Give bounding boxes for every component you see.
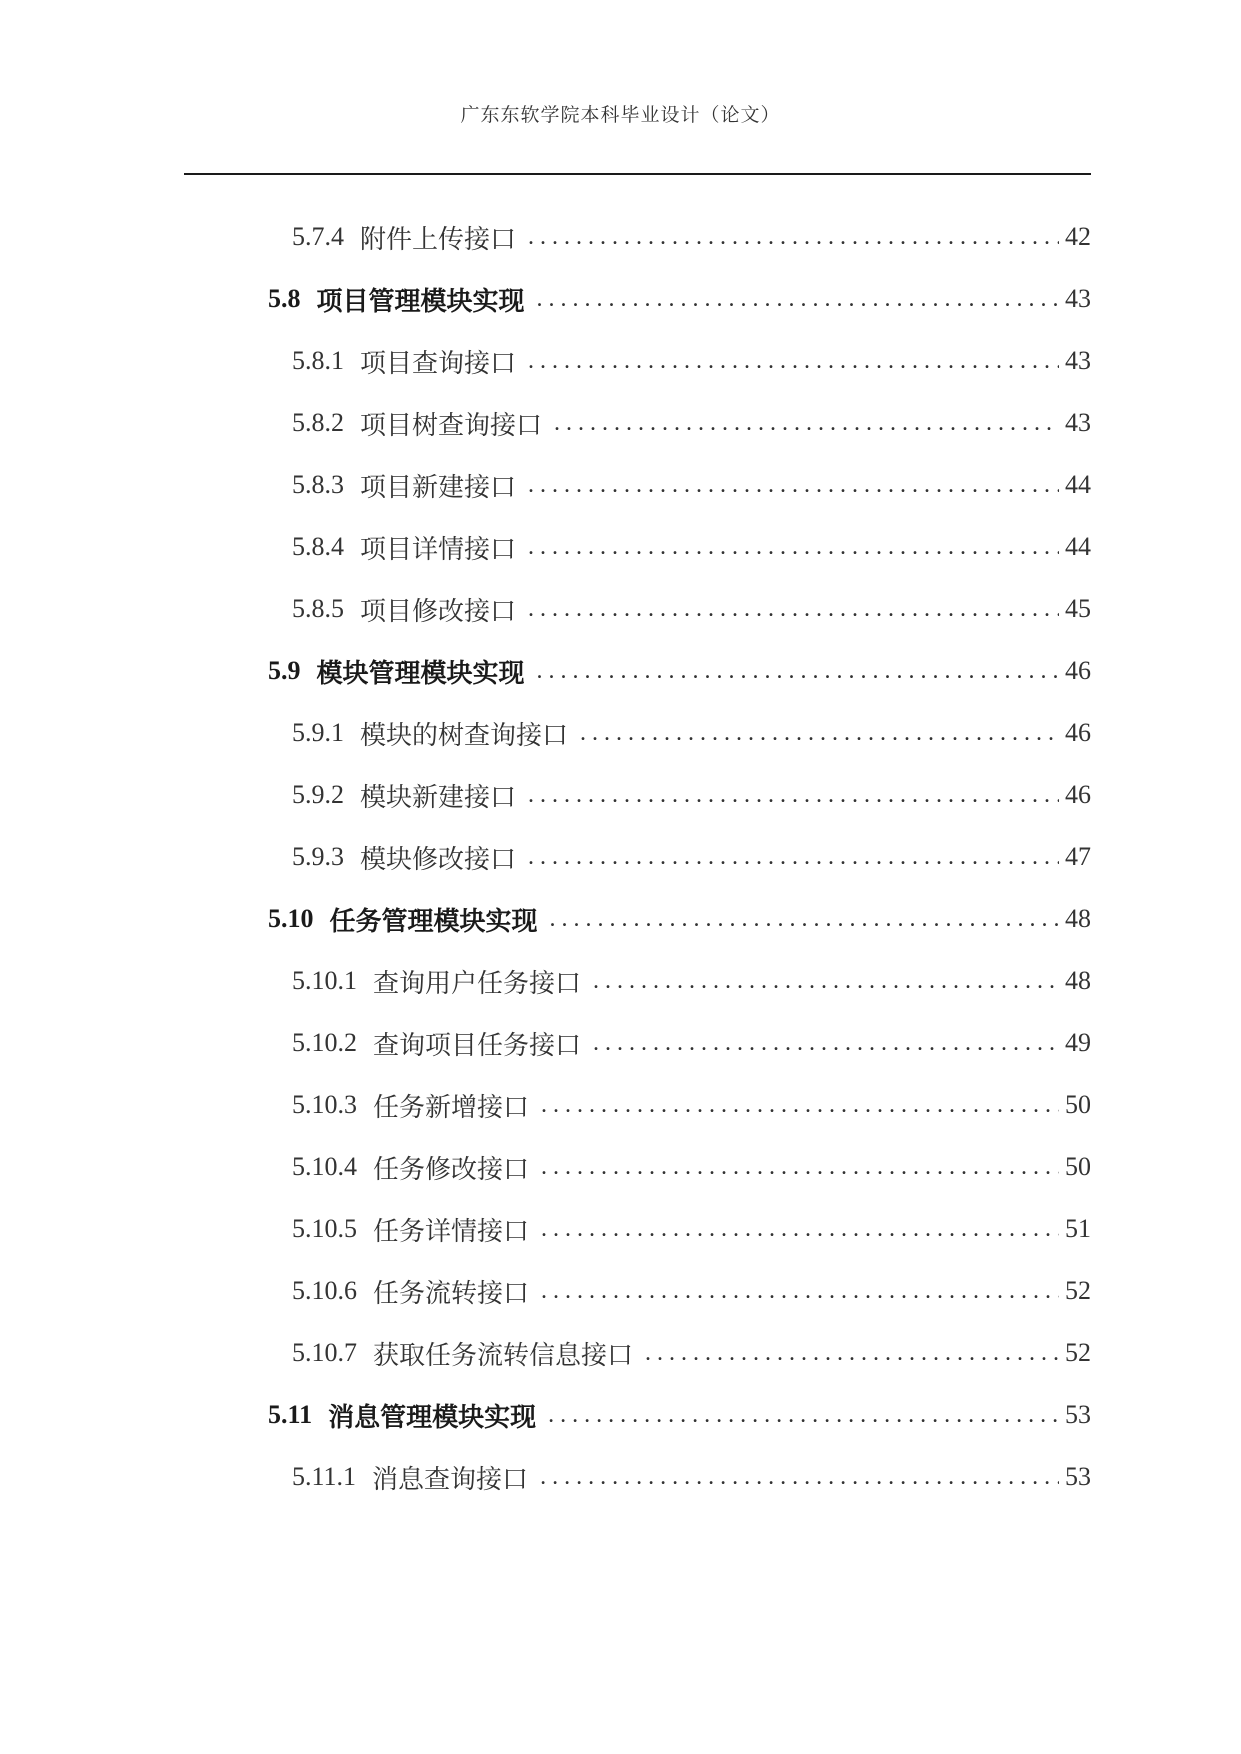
toc-entry-number: 5.10.2 <box>292 1028 357 1057</box>
toc-entry[interactable] <box>292 1209 1091 1249</box>
toc-entry-number: 5.10.6 <box>292 1276 357 1305</box>
toc-entry[interactable] <box>268 899 1091 939</box>
toc-entry[interactable] <box>292 713 1091 753</box>
toc-entry-number: 5.11 <box>268 1400 313 1429</box>
toc-entry-page: 53 <box>1065 1462 1091 1491</box>
toc-dot-leader <box>548 1402 1059 1429</box>
toc-entry[interactable] <box>268 279 1091 319</box>
toc-entry-title: 任务新增接口 <box>373 1092 530 1122</box>
toc-dot-leader <box>554 410 1059 437</box>
toc-entry-title: 项目修改接口 <box>360 596 517 626</box>
toc-dot-leader <box>580 720 1059 747</box>
toc-entry-number: 5.9.1 <box>292 718 344 747</box>
toc-entry-page: 43 <box>1065 346 1091 375</box>
toc-entry[interactable] <box>292 1147 1091 1187</box>
header-rule <box>184 173 1091 175</box>
toc-entry-number: 5.10.5 <box>292 1214 357 1243</box>
toc-entry-page: 46 <box>1065 656 1091 685</box>
toc-entry[interactable] <box>292 1271 1091 1311</box>
toc-entry-page: 51 <box>1065 1214 1091 1243</box>
toc-entry[interactable] <box>292 1085 1091 1125</box>
toc-entry-number: 5.8.3 <box>292 470 344 499</box>
toc-dot-leader <box>541 1278 1059 1305</box>
toc-entry-page: 45 <box>1065 594 1091 623</box>
toc-dot-leader <box>528 348 1059 375</box>
toc-entry-page: 46 <box>1065 780 1091 809</box>
toc-entry-number: 5.8 <box>268 284 301 313</box>
toc-entry-page: 48 <box>1065 966 1091 995</box>
toc-entry-number: 5.8.1 <box>292 346 344 375</box>
toc-entry-title: 项目详情接口 <box>360 534 517 564</box>
toc-entry-title: 项目树查询接口 <box>360 410 543 440</box>
toc-dot-leader <box>541 1216 1059 1243</box>
toc-dot-leader <box>541 1092 1059 1119</box>
toc-dot-leader <box>537 286 1059 313</box>
toc-entry-page: 50 <box>1065 1152 1091 1181</box>
toc-entry-number: 5.10.4 <box>292 1152 357 1181</box>
toc-entry-number: 5.9.2 <box>292 780 344 809</box>
toc-entry[interactable] <box>292 465 1091 505</box>
toc-entry-number: 5.8.4 <box>292 532 344 561</box>
toc-entry[interactable] <box>268 651 1091 691</box>
toc-entry-page: 47 <box>1065 842 1091 871</box>
toc-dot-leader <box>528 844 1059 871</box>
toc-entry-title: 模块新建接口 <box>360 782 517 812</box>
toc-entry-page: 43 <box>1065 408 1091 437</box>
toc-entry-page: 44 <box>1065 532 1091 561</box>
toc-entry[interactable] <box>292 961 1091 1001</box>
toc-entry-number: 5.10 <box>268 904 314 933</box>
toc-entry[interactable] <box>292 217 1091 257</box>
toc-entry-page: 43 <box>1065 284 1091 313</box>
toc-dot-leader <box>528 534 1059 561</box>
toc-entry[interactable] <box>292 837 1091 877</box>
toc-dot-leader <box>528 596 1059 623</box>
toc-entry[interactable] <box>292 1457 1091 1497</box>
toc-entry-title: 消息查询接口 <box>372 1464 529 1494</box>
toc-entry[interactable] <box>292 1023 1091 1063</box>
toc-entry-title: 查询用户任务接口 <box>373 968 582 998</box>
toc-dot-leader <box>537 658 1059 685</box>
toc-dot-leader <box>540 1464 1059 1491</box>
toc-entry-page: 44 <box>1065 470 1091 499</box>
toc-entry-title: 附件上传接口 <box>360 224 517 254</box>
toc-dot-leader <box>645 1340 1059 1367</box>
toc-entry[interactable] <box>268 1395 1091 1435</box>
toc-entry-number: 5.9.3 <box>292 842 344 871</box>
toc-dot-leader <box>541 1154 1059 1181</box>
toc-entry-title: 任务流转接口 <box>373 1278 530 1308</box>
toc-entry-title: 模块修改接口 <box>360 844 517 874</box>
toc-entry-title: 消息管理模块实现 <box>328 1402 537 1432</box>
toc-entry-title: 任务修改接口 <box>373 1154 530 1184</box>
toc-dot-leader <box>593 1030 1059 1057</box>
toc-entry-page: 50 <box>1065 1090 1091 1119</box>
toc-entry-number: 5.8.5 <box>292 594 344 623</box>
toc-entry-number: 5.10.1 <box>292 966 357 995</box>
toc-entry-title: 任务详情接口 <box>373 1216 530 1246</box>
toc-entry-number: 5.9 <box>268 656 301 685</box>
toc-entry-title: 项目新建接口 <box>360 472 517 502</box>
toc-dot-leader <box>550 906 1059 933</box>
toc-entry-number: 5.10.3 <box>292 1090 357 1119</box>
toc-dot-leader <box>528 782 1059 809</box>
toc-entry-number: 5.8.2 <box>292 408 344 437</box>
toc-entry-page: 52 <box>1065 1338 1091 1367</box>
toc-dot-leader <box>593 968 1059 995</box>
toc-entry-title: 模块的树查询接口 <box>360 720 569 750</box>
toc-entry-page: 42 <box>1065 222 1091 251</box>
toc-entry-number: 5.11.1 <box>292 1462 357 1491</box>
toc-entry[interactable] <box>292 341 1091 381</box>
toc-entry-title: 查询项目任务接口 <box>373 1030 582 1060</box>
toc-entry-page: 46 <box>1065 718 1091 747</box>
toc-entry[interactable] <box>292 775 1091 815</box>
toc-entry-title: 项目管理模块实现 <box>316 286 525 316</box>
toc-entry-title: 获取任务流转信息接口 <box>373 1340 634 1370</box>
toc-entry[interactable] <box>292 589 1091 629</box>
toc-entry-title: 任务管理模块实现 <box>329 906 538 936</box>
toc-entry-page: 48 <box>1065 904 1091 933</box>
toc-entry-number: 5.7.4 <box>292 222 344 251</box>
toc-entry-title: 模块管理模块实现 <box>316 658 525 688</box>
toc-entry-page: 49 <box>1065 1028 1091 1057</box>
toc-entry-page: 53 <box>1065 1400 1091 1429</box>
toc-entry[interactable] <box>292 1333 1091 1373</box>
running-header: 广东东软学院本科毕业设计（论文） <box>460 105 781 126</box>
toc-entry-title: 项目查询接口 <box>360 348 517 378</box>
toc-entry[interactable] <box>292 527 1091 567</box>
toc-dot-leader <box>528 472 1059 499</box>
toc-dot-leader <box>528 224 1059 251</box>
toc-entry[interactable] <box>292 403 1091 443</box>
toc-entry-page: 52 <box>1065 1276 1091 1305</box>
toc-entry-number: 5.10.7 <box>292 1338 357 1367</box>
